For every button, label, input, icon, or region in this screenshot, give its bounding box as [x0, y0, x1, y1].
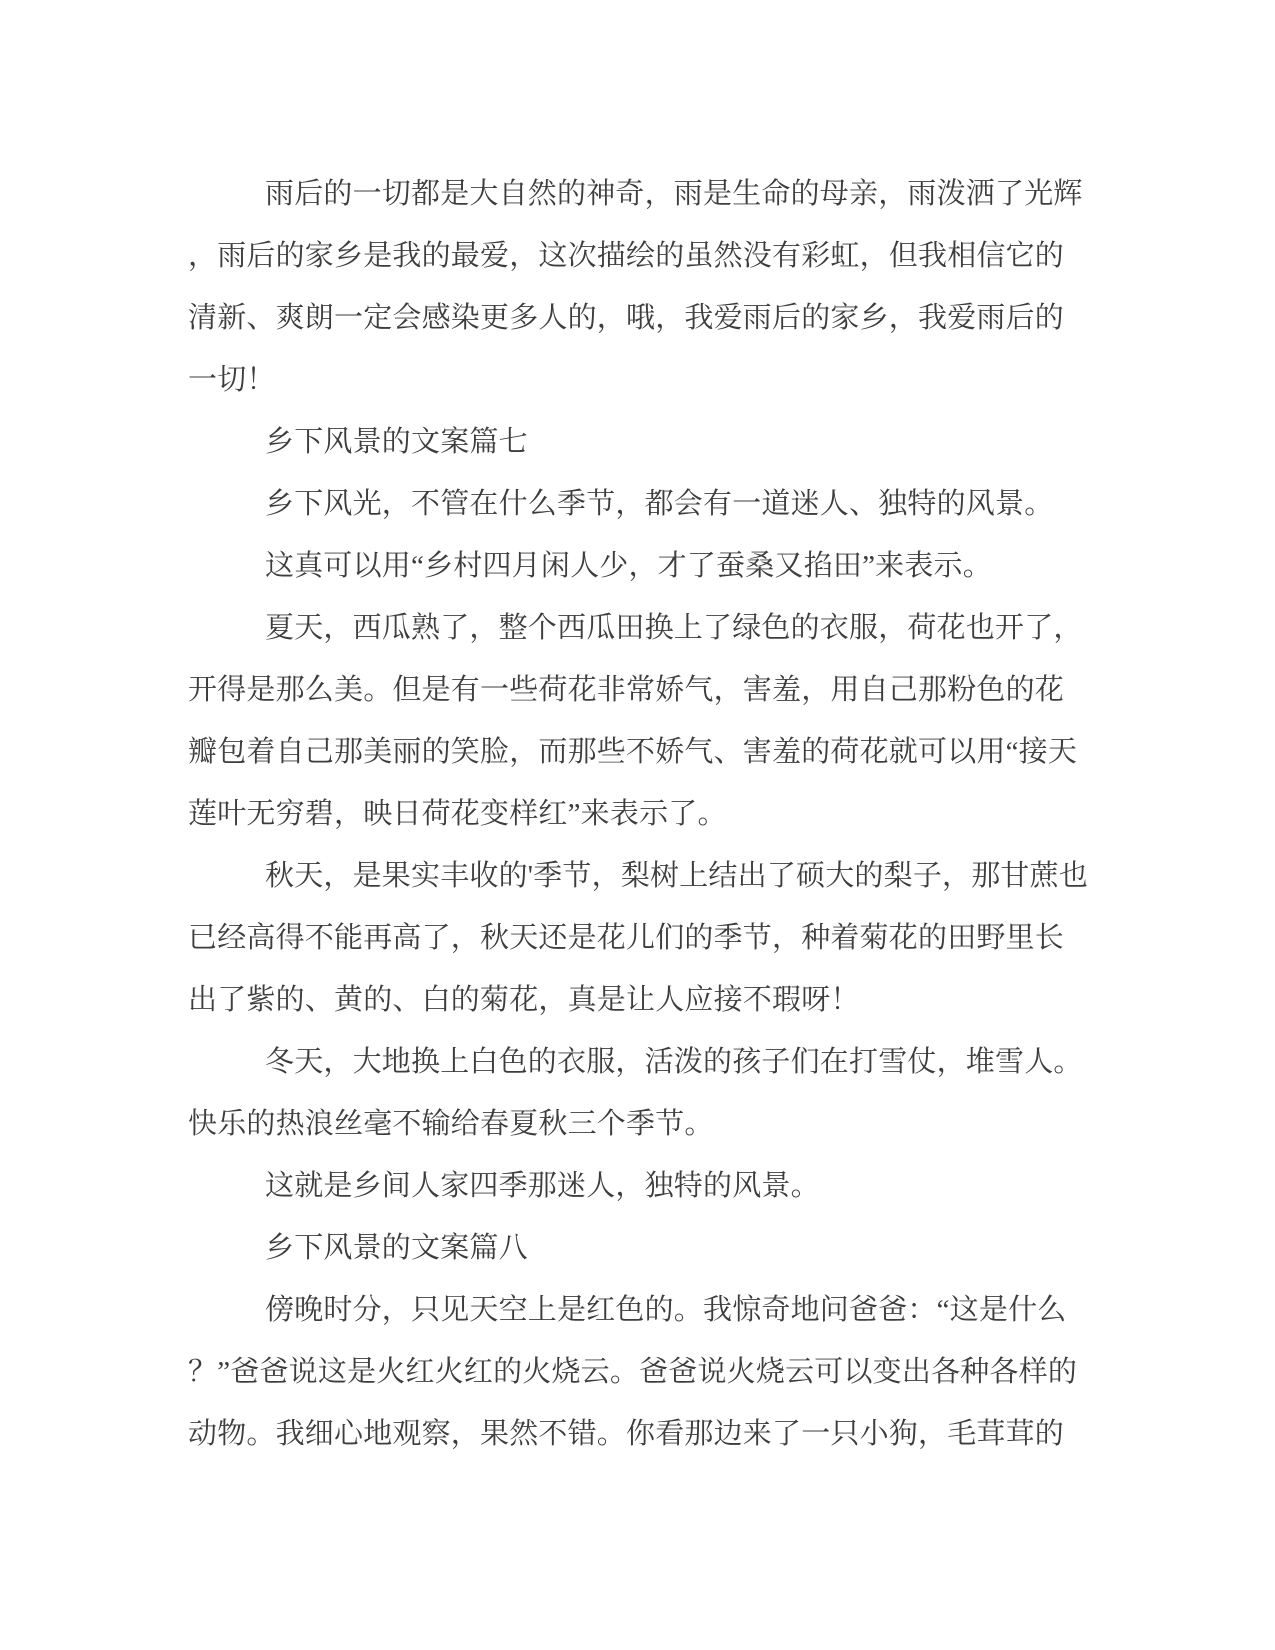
text-line: 清新、爽朗一定会感染更多人的，哦，我爱雨后的家乡，我爱雨后的 — [188, 302, 1065, 334]
text-line: ？”爸爸说这是火红火红的火烧云。爸爸说火烧云可以变出各种各样的 — [188, 1356, 1078, 1388]
text-line: 这就是乡间人家四季那迷人，独特的风景。 — [265, 1170, 820, 1202]
section-heading: 乡下风景的文案篇八 — [265, 1232, 528, 1264]
text-line: 动物。我细心地观察，果然不错。你看那边来了一只小狗，毛茸茸的 — [188, 1418, 1065, 1450]
text-line: 快乐的热浪丝毫不输给春夏秋三个季节。 — [188, 1108, 714, 1140]
text-line: 已经高得不能再高了，秋天还是花儿们的季节，种着菊花的田野里长 — [188, 922, 1065, 954]
text-line: 出了紫的、黄的、白的菊花，真是让人应接不瑕呀！ — [188, 984, 860, 1016]
text-line: 这真可以用“乡村四月闲人少，才了蚕桑又掐田”来表示。 — [265, 550, 992, 582]
text-line: 莲叶无穷碧，映日荷花变样红”来表示了。 — [188, 798, 727, 830]
text-line: ，雨后的家乡是我的最爱，这次描绘的虽然没有彩虹，但我相信它的 — [188, 240, 1065, 272]
text-line: 雨后的一切都是大自然的神奇，雨是生命的母亲，雨泼洒了光辉 — [265, 178, 1083, 210]
text-line: 乡下风光，不管在什么季节，都会有一道迷人、独特的风景。 — [265, 488, 1054, 520]
text-line: 开得是那么美。但是有一些荷花非常娇气，害羞，用自己那粉色的花 — [188, 674, 1065, 706]
text-line: 傍晚时分，只见天空上是红色的。我惊奇地问爸爸：“这是什么 — [265, 1294, 1067, 1326]
document-text-block — [188, 163, 1089, 1465]
text-line: 一切！ — [188, 364, 276, 396]
text-line: 秋天，是果实丰收的'季节，梨树上结出了硕大的梨子，那甘蔗也 — [265, 860, 1089, 892]
section-heading: 乡下风景的文案篇七 — [265, 426, 528, 458]
text-line: 夏天，西瓜熟了，整个西瓜田换上了绿色的衣服，荷花也开了， — [265, 612, 1083, 644]
text-line: 冬天，大地换上白色的衣服，活泼的孩子们在打雪仗，堆雪人。 — [265, 1046, 1083, 1078]
text-line: 瓣包着自己那美丽的笑脸，而那些不娇气、害羞的荷花就可以用“接天 — [188, 736, 1078, 768]
